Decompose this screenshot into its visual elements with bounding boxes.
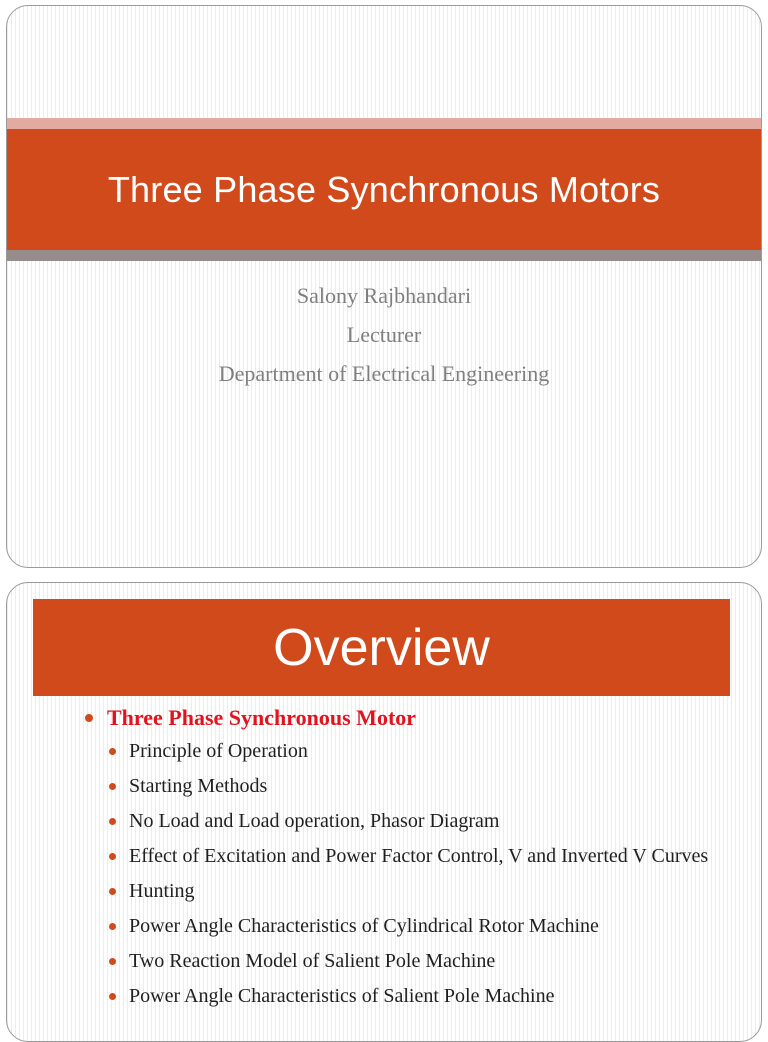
- title-bottom-stripe: [7, 250, 761, 261]
- list-item-text: Two Reaction Model of Salient Pole Machine: [129, 950, 496, 972]
- title-slide: [6, 5, 762, 568]
- bullet-icon: [109, 888, 116, 895]
- list-item: [109, 876, 721, 907]
- list-item-text: No Load and Load operation, Phasor Diagram: [129, 810, 500, 832]
- list-item: [109, 946, 721, 977]
- bullet-icon: [109, 853, 116, 860]
- list-item-text: Hunting: [129, 880, 195, 902]
- bullet-icon: [85, 714, 93, 722]
- overview-banner: [33, 599, 730, 696]
- list-item: [109, 771, 721, 802]
- author-position: Lecturer: [346, 322, 422, 347]
- list-item-text: Power Angle Characteristics of Cylindrical Rotor Machine: [129, 915, 599, 937]
- author-name: Salony Rajbhandari: [296, 283, 472, 308]
- sub-bullet-list: [85, 736, 721, 1012]
- bullet-icon: [109, 783, 116, 790]
- subtitle-block: [7, 276, 761, 393]
- list-item: [109, 981, 721, 1012]
- overview-list: [85, 703, 721, 1016]
- title-banner: [7, 129, 761, 250]
- title-top-stripe: [7, 118, 761, 129]
- overview-slide: [6, 582, 762, 1042]
- author-department: Department of Electrical Engineering: [218, 361, 550, 386]
- bullet-icon: [109, 993, 116, 1000]
- bullet-icon: [109, 958, 116, 965]
- slide-title: Three Phase Synchronous Motors: [107, 168, 661, 210]
- list-item: [109, 806, 721, 837]
- list-item: [109, 736, 721, 767]
- list-item: [109, 841, 721, 872]
- main-bullet-item: [85, 703, 721, 733]
- bullet-icon: [109, 748, 116, 755]
- list-item: [109, 911, 721, 942]
- bullet-icon: [109, 923, 116, 930]
- list-item-text: Power Angle Characteristics of Salient Pole Machine: [129, 985, 555, 1007]
- overview-title: Overview: [273, 618, 490, 677]
- main-bullet-text: Three Phase Synchronous Motor: [107, 705, 417, 730]
- list-item-text: Principle of Operation: [129, 740, 308, 762]
- list-item-text: Starting Methods: [129, 775, 268, 797]
- bullet-icon: [109, 818, 116, 825]
- list-item-text: Effect of Excitation and Power Factor Control, V and Inverted V Curves: [129, 845, 709, 867]
